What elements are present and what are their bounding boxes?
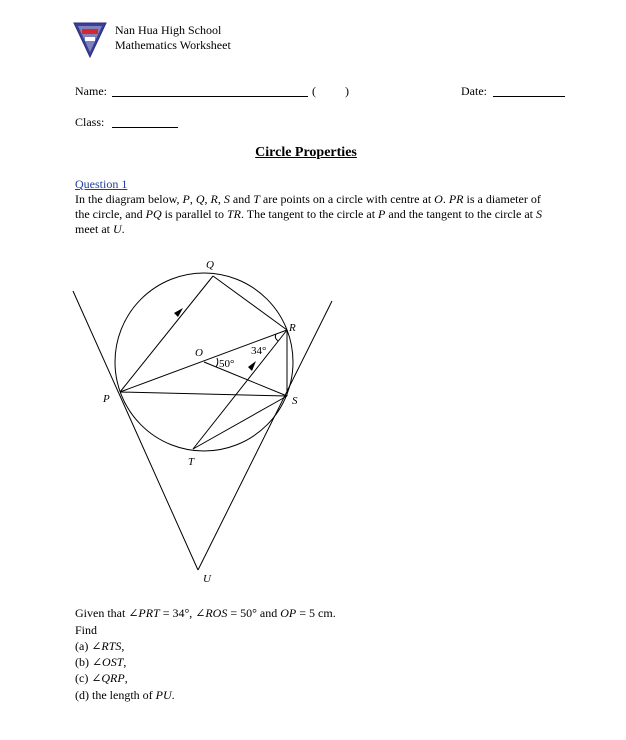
label-t: T xyxy=(188,456,195,468)
label-q: Q xyxy=(206,259,214,271)
part-d: (d) the length of PU. xyxy=(75,688,175,702)
tangent-at-s xyxy=(198,301,332,570)
index-paren-close: ) xyxy=(345,84,349,98)
chord-qr xyxy=(213,276,287,330)
school-name: Nan Hua High School xyxy=(115,23,222,37)
tangent-at-p xyxy=(73,291,198,570)
given-line: Given that ∠PRT = 34°, ∠ROS = 50° and OP = 5 cm. xyxy=(75,606,336,620)
part-a: (a) ∠RTS, xyxy=(75,639,125,653)
worksheet-title: Mathematics Worksheet xyxy=(115,38,231,52)
angle-ros-arc xyxy=(216,358,218,367)
name-label: Name: xyxy=(75,84,107,98)
index-paren-open: ( xyxy=(312,84,316,98)
parallel-arrow-tr xyxy=(248,361,256,371)
label-p: P xyxy=(103,393,110,405)
angle-ros-label: 50° xyxy=(219,358,235,370)
part-c: (c) ∠QRP, xyxy=(75,671,128,685)
find-label: Find xyxy=(75,623,98,637)
angle-prt-label: 34° xyxy=(251,345,267,357)
question-text: In the diagram below, P, Q, R, S and T are points on a circle with centre at O. PR is a diameter of the circle, and PQ is parallel to TR. The tangent to the circle at P and the tangent to the circle at S meet at U. xyxy=(75,192,542,236)
class-label: Class: xyxy=(75,115,105,129)
label-s: S xyxy=(292,395,298,407)
chord-ts xyxy=(193,396,287,449)
chord-ps xyxy=(120,392,287,396)
label-o: O xyxy=(195,347,203,359)
page-title: Circle Properties xyxy=(255,145,357,160)
label-u: U xyxy=(203,573,211,585)
date-label: Date: xyxy=(461,84,487,98)
question-heading: Question 1 xyxy=(75,177,128,191)
label-r: R xyxy=(289,322,296,334)
angle-prt-arc xyxy=(275,334,278,341)
part-b: (b) ∠OST, xyxy=(75,655,127,669)
